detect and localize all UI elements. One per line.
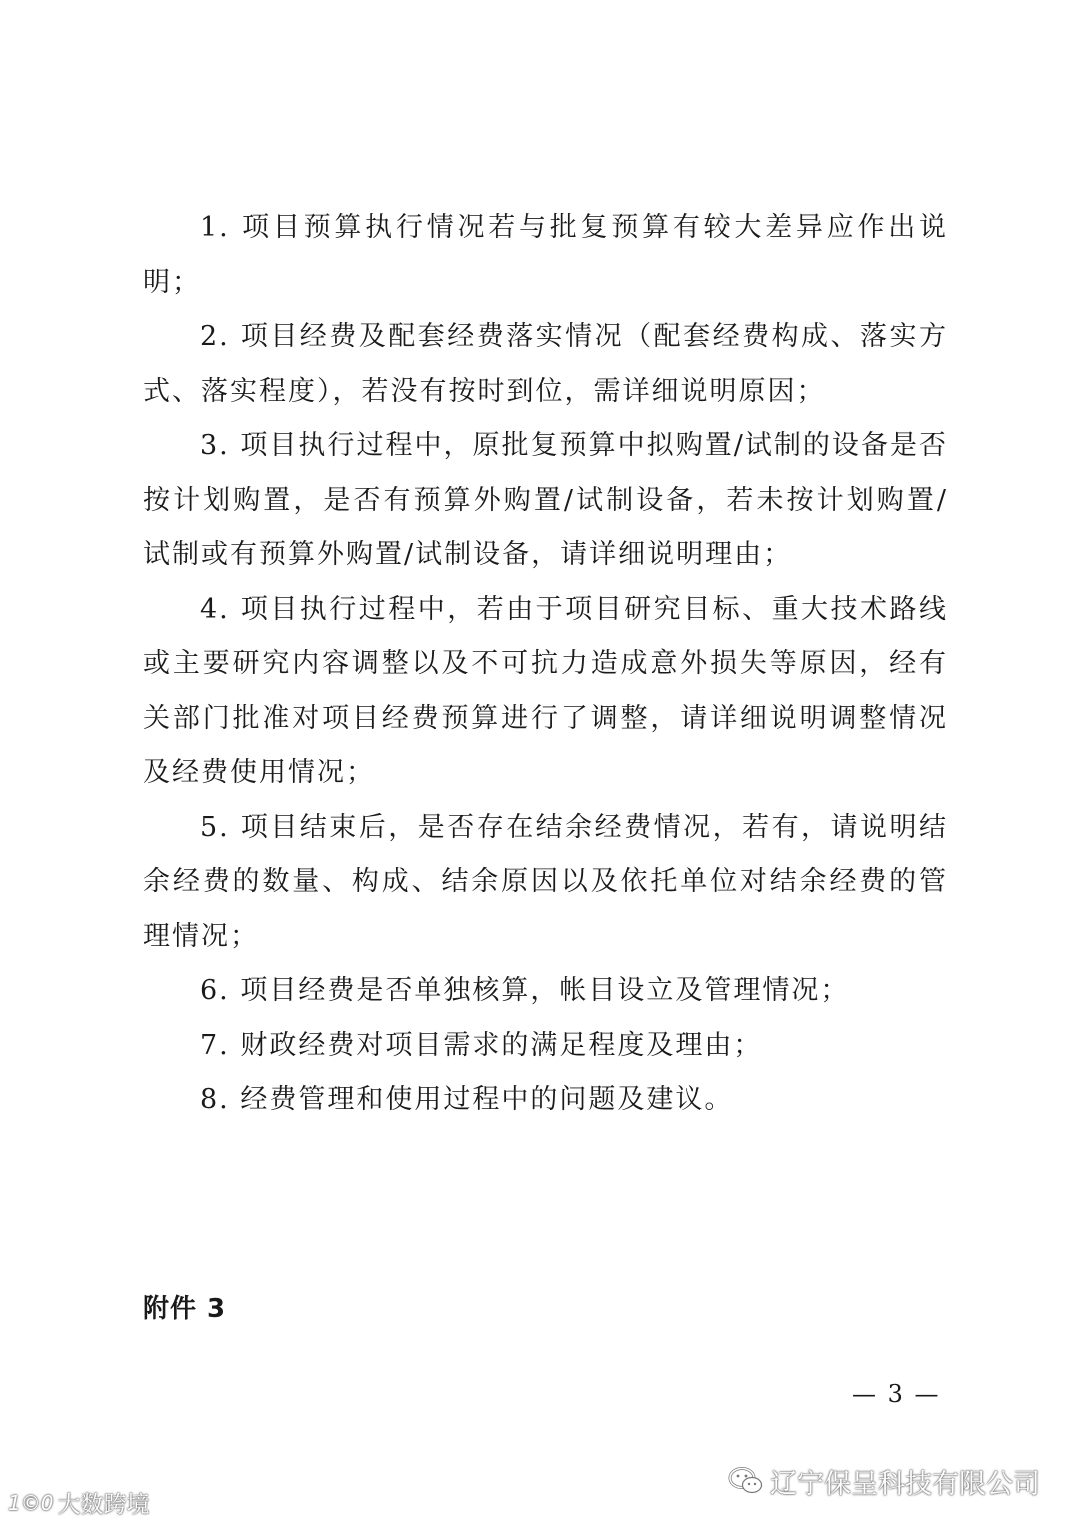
watermark-left — [8, 1486, 149, 1519]
wechat-icon — [728, 1466, 764, 1496]
paragraph-2: 2. 项目经费及配套经费落实情况（配套经费构成、落实方式、落实程度），若没有按时到位，需详细说明原因； — [143, 321, 948, 407]
paragraph-5: 5. 项目结束后，是否存在结余经费情况，若有，请说明结余经费的数量、构成、结余原因以及依托单位对结余经费的管理情况； — [143, 811, 948, 952]
watermark-left-text: 大数跨境 — [57, 1492, 150, 1518]
watermark-right — [728, 1461, 1040, 1501]
paragraph-6: 6. 项目经费是否单独核算，帐目设立及管理情况； — [200, 975, 850, 1006]
paragraph-4: 4. 项目执行过程中，若由于项目研究目标、重大技术路线或主要研究内容调整以及不可抗力造成意外损失等原因，经有关部门批准对项目经费预算进行了调整，请详细说明调整情况及经费使用情况； — [143, 593, 948, 788]
paragraph-1: 1. 项目预算执行情况若与批复预算有较大差异应作出说明； — [143, 212, 948, 298]
paragraph-8: 8. 经费管理和使用过程中的问题及建议。 — [200, 1084, 734, 1115]
paragraph-3: 3. 项目执行过程中，原批复预算中拟购置/试制的设备是否按计划购置，是否有预算外购置/试制设备，若未按计划购置/试制或有预算外购置/试制设备，请详细说明理由； — [143, 430, 948, 570]
watermark-left-logo: 1©0 — [8, 1490, 54, 1515]
attachment-label: 附件 3 — [143, 1294, 227, 1324]
document-body — [143, 201, 948, 1128]
paragraph-7: 7. 财政经费对项目需求的满足程度及理由； — [200, 1029, 763, 1061]
watermark-right-text: 辽宁保呈科技有限公司 — [770, 1468, 1040, 1500]
page-number: — 3 — — [852, 1380, 941, 1408]
